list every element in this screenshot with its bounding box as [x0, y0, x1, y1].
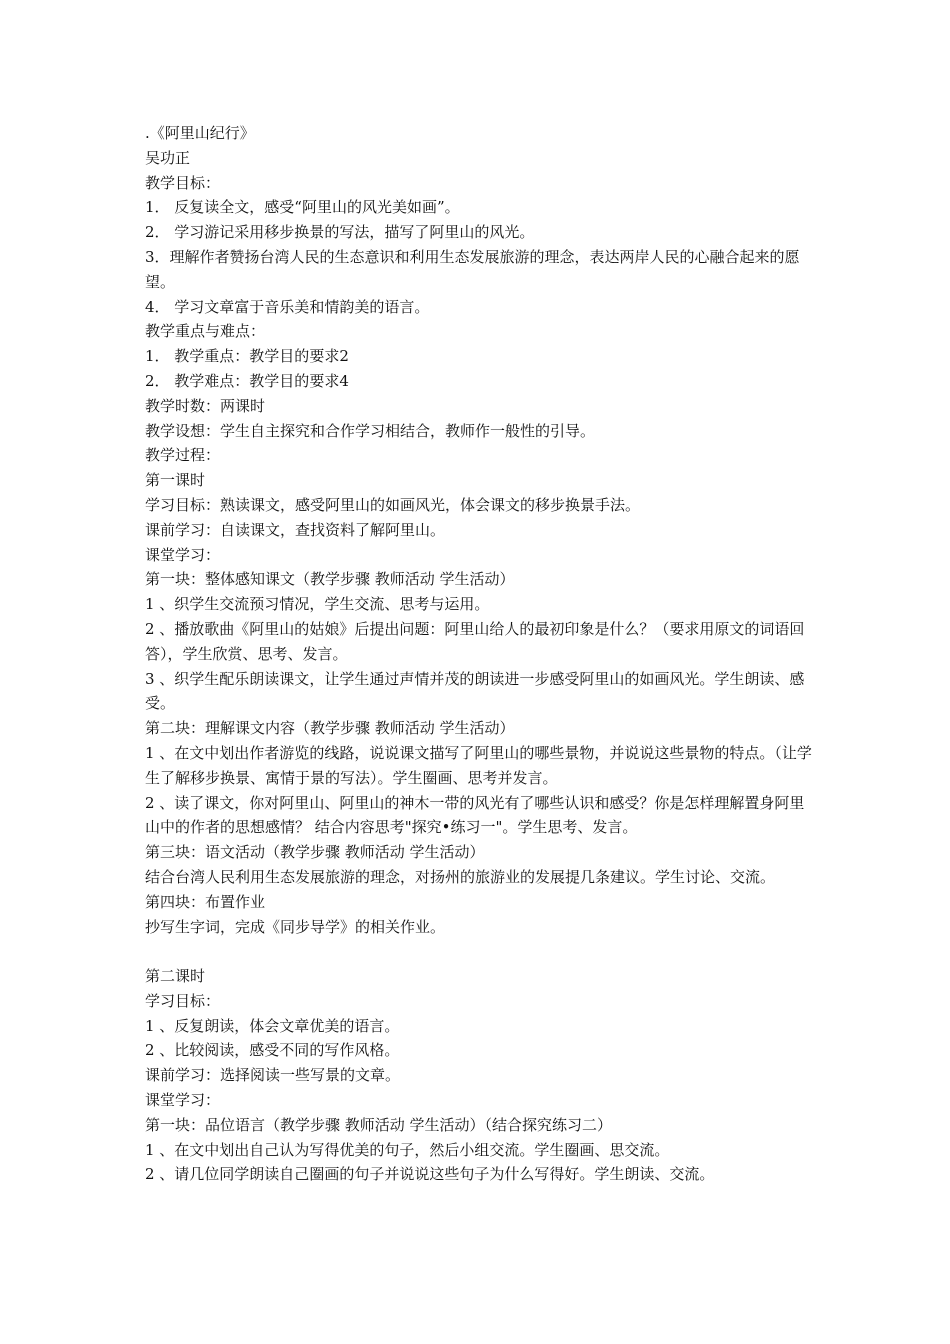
doc-title: .《阿里山纪行》: [145, 124, 255, 142]
paragraph: 课前学习：自读课文，查找资料了解阿里山。: [145, 520, 446, 539]
list-item: 1 、在文中划出作者游览的线路，说说课文描写了阿里山的哪些景物，并说说这些景物的特点。（让学生了解移步换景、寓情于景的写法）。学生圈画、思考并发言。: [145, 743, 812, 787]
lesson-heading: 第一课时: [145, 471, 206, 490]
list-item: 1． 反复读全文，感受“阿里山的风光美如画”。: [145, 198, 460, 217]
paragraph: 教学时数：两课时: [145, 396, 266, 415]
section-heading: 教学过程：: [145, 446, 221, 465]
lesson-heading: 第二课时: [145, 967, 206, 986]
list-item: 1 、在文中划出自己认为写得优美的句子，然后小组交流。学生圈画、思交流。: [145, 1140, 670, 1159]
document-body: [145, 121, 815, 1187]
list-item: 3．理解作者赞扬台湾人民的生态意识和利用生态发展旅游的理念，表达两岸人民的心融合起来的愿望。: [145, 247, 800, 291]
block-heading: 第四块：布置作业: [145, 892, 266, 911]
block-heading: 第三块：语文活动（教学步骤 教师活动 学生活动）: [145, 843, 485, 862]
list-item: 1． 教学重点：教学目的要求2: [145, 347, 349, 366]
block-heading: 第一块：整体感知课文（教学步骤 教师活动 学生活动）: [145, 570, 515, 589]
section-heading: 课堂学习：: [145, 545, 221, 564]
list-item: 2． 学习游记采用移步换景的写法，描写了阿里山的风光。: [145, 223, 535, 242]
block-heading: 第一块：品位语言（教学步骤 教师活动 学生活动）（结合探究练习二）: [145, 1115, 613, 1134]
list-item: 3 、织学生配乐朗读课文，让学生通过声情并茂的朗读进一步感受阿里山的如画风光。学生朗读、感受。: [145, 669, 805, 713]
list-item: 1 、织学生交流预习情况，学生交流、思考与运用。: [145, 595, 490, 614]
list-item: 4． 学习文章富于音乐美和情韵美的语言。: [145, 297, 430, 316]
list-item: 2． 教学难点：教学目的要求4: [145, 371, 349, 390]
list-item: 2 、读了课文，你对阿里山、阿里山的神木一带的风光有了哪些认识和感受？你是怎样理解置身阿里山中的作者的思想感情？ 结合内容思考"探究•练习一"。学生思考、发言。: [145, 793, 805, 837]
section-heading: 学习目标：: [145, 991, 221, 1010]
section-heading: 课堂学习：: [145, 1091, 221, 1110]
list-item: 2 、请几位同学朗读自己圈画的句子并说说这些句子为什么写得好。学生朗读、交流。: [145, 1165, 715, 1184]
paragraph: 结合台湾人民利用生态发展旅游的理念，对扬州的旅游业的发展提几条建议。学生讨论、交流。: [145, 867, 776, 886]
list-item: 2 、播放歌曲《阿里山的姑娘》后提出问题：阿里山给人的最初印象是什么？（要求用原文的词语回答），学生欣赏、思考、发言。: [145, 619, 805, 663]
paragraph: 教学设想：学生自主探究和合作学习相结合，教师作一般性的引导。: [145, 421, 596, 440]
paragraph: 抄写生字词，完成《同步导学》的相关作业。: [145, 917, 446, 936]
doc-author: 吴功正: [145, 148, 191, 167]
section-heading: 教学目标：: [145, 173, 221, 192]
blank-line: [145, 939, 815, 964]
section-heading: 教学重点与难点：: [145, 322, 266, 341]
paragraph: 学习目标：熟读课文，感受阿里山的如画风光，体会课文的移步换景手法。: [145, 495, 641, 514]
paragraph: 课前学习：选择阅读一些写景的文章。: [145, 1066, 401, 1085]
block-heading: 第二块：理解课文内容（教学步骤 教师活动 学生活动）: [145, 719, 515, 738]
list-item: 2 、比较阅读，感受不同的写作风格。: [145, 1041, 400, 1060]
list-item: 1 、反复朗读，体会文章优美的语言。: [145, 1016, 400, 1035]
